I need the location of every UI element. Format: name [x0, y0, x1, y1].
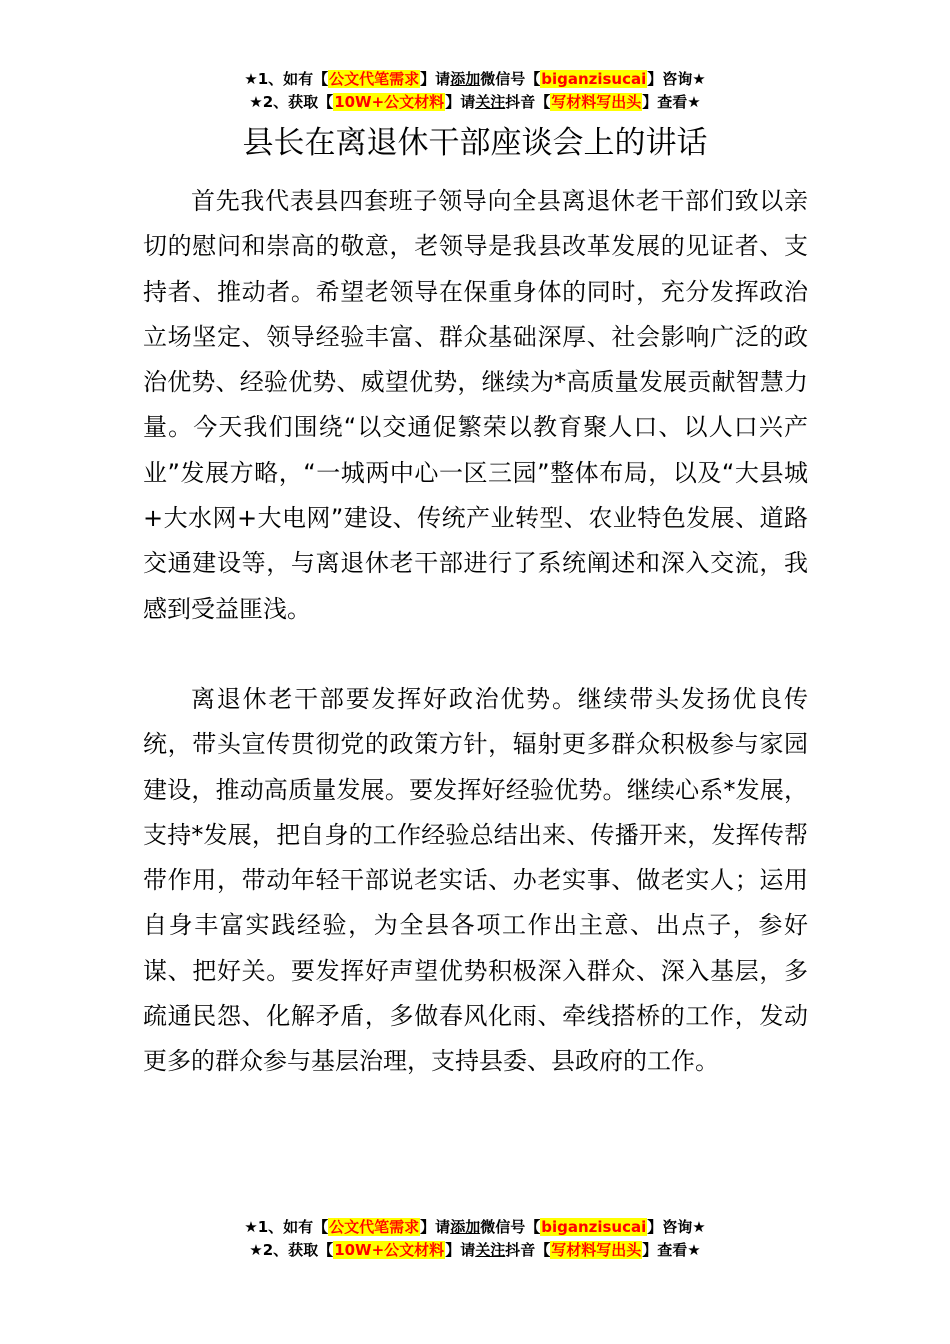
banner-text: 】查看★	[642, 93, 701, 111]
banner-underline: 关注	[475, 93, 506, 111]
banner-text: ★2、获取【	[249, 93, 334, 111]
banner-text: ★1、如有【	[244, 70, 329, 88]
banner-underline: 关注	[475, 1241, 506, 1259]
banner-highlight: biganzisucai	[541, 1218, 647, 1236]
banner-text: 微信号【	[480, 70, 541, 88]
header-banner	[0, 68, 950, 114]
banner-highlight: 写材料写出头	[551, 1241, 642, 1259]
banner-text: 】请	[420, 1218, 451, 1236]
banner-highlight: 公文代笔需求	[329, 1218, 420, 1236]
banner-text: 】请	[445, 1241, 476, 1259]
banner-text: 】请	[420, 70, 451, 88]
banner-line-2	[0, 1239, 950, 1262]
footer-banner	[0, 1216, 950, 1262]
banner-underline: 添加	[450, 1218, 481, 1236]
banner-text: ★2、获取【	[249, 1241, 334, 1259]
body-paragraph: 首先我代表县四套班子领导向全县离退休老干部们致以亲切的慰问和崇高的敬意，老领导是我县改革发展的见证者、支持者、推动者。希望老领导在保重身体的同时，充分发挥政治立场坚定、领导经验丰富、群众基础深厚、社会影响广泛的政治优势、经验优势、威望优势，继续为*高质量发展贡献智慧力量。今天我们围绕“以交通促繁荣以教育聚人口、以人口兴产业”发展方略，“一城两中心一区三园”整体布局，以及“大县城+大水网+大电网”建设、传统产业转型、农业特色发展、道路交通建设等，与离退休老干部进行了系统阐述和深入交流，我感到受益匪浅。	[143, 187, 808, 623]
banner-line-1	[0, 68, 950, 91]
document-body	[143, 179, 808, 1130]
banner-text: 】咨询★	[647, 1218, 706, 1236]
banner-highlight: biganzisucai	[541, 70, 647, 88]
banner-text: 微信号【	[480, 1218, 541, 1236]
banner-highlight: 10W+公文材料	[334, 1241, 445, 1259]
banner-text: 】请	[445, 93, 476, 111]
banner-text: 】咨询★	[647, 70, 706, 88]
document-title: 县长在离退休干部座谈会上的讲话	[242, 125, 708, 161]
banner-line-1	[0, 1216, 950, 1239]
banner-line-2	[0, 91, 950, 114]
banner-underline: 添加	[450, 70, 481, 88]
banner-text: 抖音【	[505, 1241, 551, 1259]
banner-text: 】查看★	[642, 1241, 701, 1259]
banner-highlight: 10W+公文材料	[334, 93, 445, 111]
banner-highlight: 公文代笔需求	[329, 70, 420, 88]
banner-text: 抖音【	[505, 93, 551, 111]
banner-text: ★1、如有【	[244, 1218, 329, 1236]
body-paragraph: 离退休老干部要发挥好政治优势。继续带头发扬优良传统，带头宣传贯彻党的政策方针，辐射更多群众积极参与家园建设，推动高质量发展。要发挥好经验优势。继续心系*发展，支持*发展，把自身的工作经验总结出来、传播开来，发挥传帮带作用，带动年轻干部说老实话、办老实事、做老实人；运用自身丰富实践经验，为全县各项工作出主意、出点子，参好谋、把好关。要发挥好声望优势积极深入群众、深入基层，多疏通民怨、化解矛盾，多做春风化雨、牵线搭桥的工作，发动更多的群众参与基层治理，支持县委、县政府的工作。	[143, 684, 808, 1076]
banner-highlight: 写材料写出头	[551, 93, 642, 111]
